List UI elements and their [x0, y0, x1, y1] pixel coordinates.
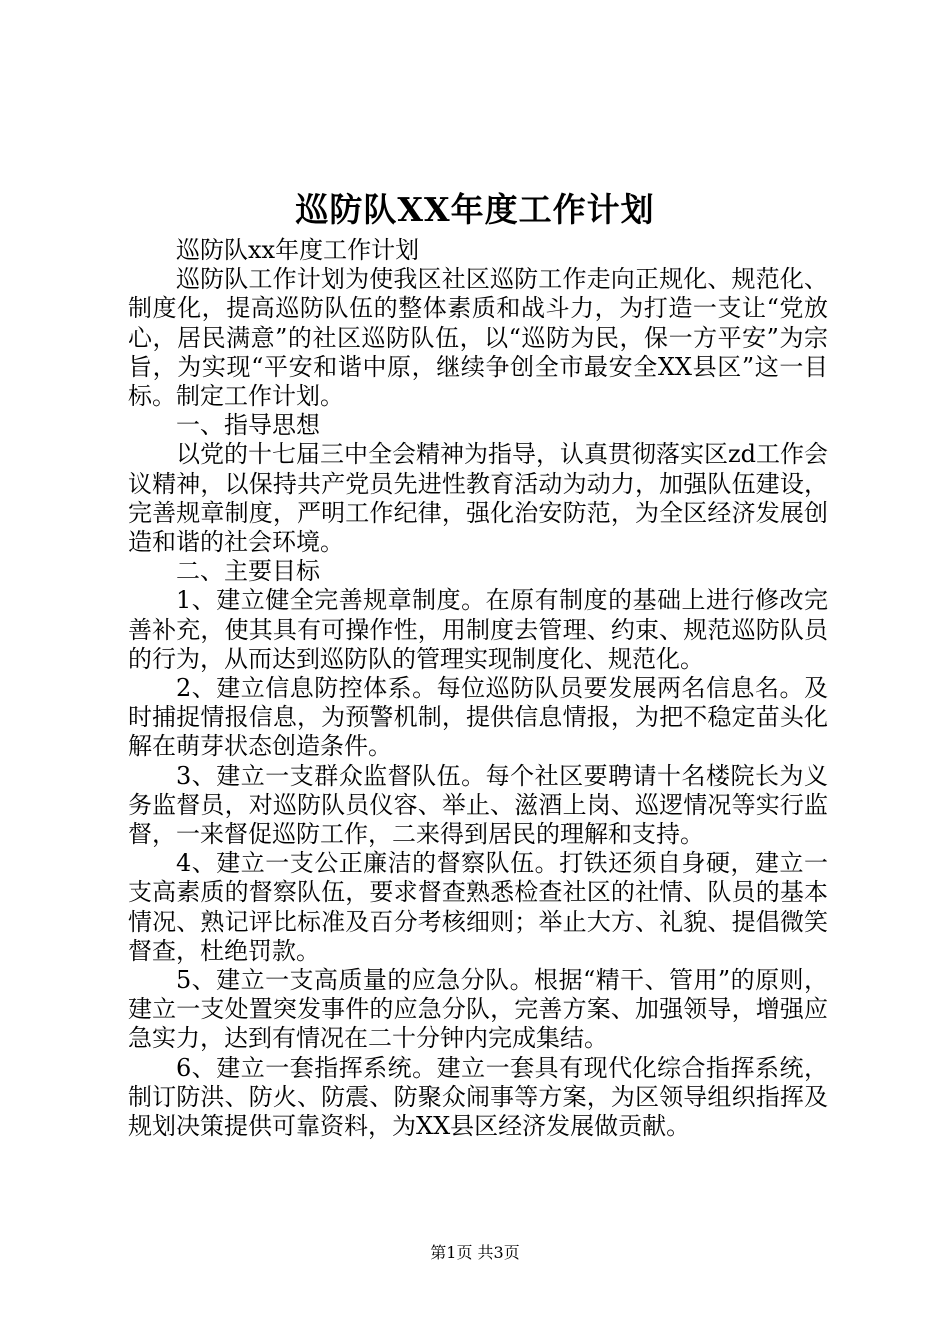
section-heading-main-goals: 二、主要目标 [176, 557, 320, 586]
paragraph-intro: 巡防队工作计划为使我区社区巡防工作走向正规化、规范化、制度化，提高巡防队伍的整体素质和战斗力，为打造一支让“党放心，居民满意”的社区巡防队伍，以“巡防为民，保一方平安”为宗旨，为实现“平安和谐中原，继续争创全市最安全XX县区”这一目标。制定工作计划。 [128, 265, 828, 411]
paragraph-goal-3: 3、建立一支群众监督队伍。每个社区要聘请十名楼院长为义务监督员，对巡防队员仪容、举止、滋酒上岗、巡逻情况等实行监督，一来督促巡防工作，二来得到居民的理解和支持。 [128, 761, 828, 849]
paragraph-goal-5: 5、建立一支高质量的应急分队。根据“精干、管用”的原则，建立一支处置突发事件的应急分队，完善方案、加强领导，增强应急实力，达到有情况在二十分钟内完成集结。 [128, 966, 828, 1053]
paragraph-goal-1: 1、建立健全完善规章制度。在原有制度的基础上进行修改完善补充，使其具有可操作性，用制度去管理、约束、规范巡防队员的行为，从而达到巡防队的管理实现制度化、规范化。 [128, 586, 828, 673]
paragraph-subtitle: 巡防队xx年度工作计划 [176, 236, 420, 264]
paragraph-goal-4: 4、建立一支公正廉洁的督察队伍。打铁还须自身硬，建立一支高素质的督察队伍，要求督查熟悉检查社区的社情、队员的基本情况、熟记评比标准及百分考核细则；举止大方、礼貌、提倡微笑督查，杜绝罚款。 [128, 849, 828, 965]
document-body [128, 236, 828, 1141]
paragraph-goal-6: 6、建立一套指挥系统。建立一套具有现代化综合指挥系统，制订防洪、防火、防震、防聚众闹事等方案，为区领导组织指挥及规划决策提供可靠资料，为XX县区经济发展做贡献。 [128, 1053, 828, 1141]
paragraph-goal-2: 2、建立信息防控体系。每位巡防队员要发展两名信息名。及时捕捉情报信息，为预警机制，提供信息情报，为把不稳定苗头化解在萌芽状态创造条件。 [128, 674, 828, 761]
document-title: 巡防队XX年度工作计划 [295, 190, 655, 229]
paragraph-guiding-ideology: 以党的十七届三中全会精神为指导，认真贯彻落实区zd工作会议精神，以保持共产党员先进性教育活动为动力，加强队伍建设，完善规章制度，严明工作纪律，强化治安防范，为全区经济发展创造和谐的社会环境。 [128, 440, 829, 557]
section-heading-guiding-ideology: 一、指导思想 [176, 411, 320, 440]
page-number-footer: 第1页 共3页 [430, 1243, 520, 1262]
